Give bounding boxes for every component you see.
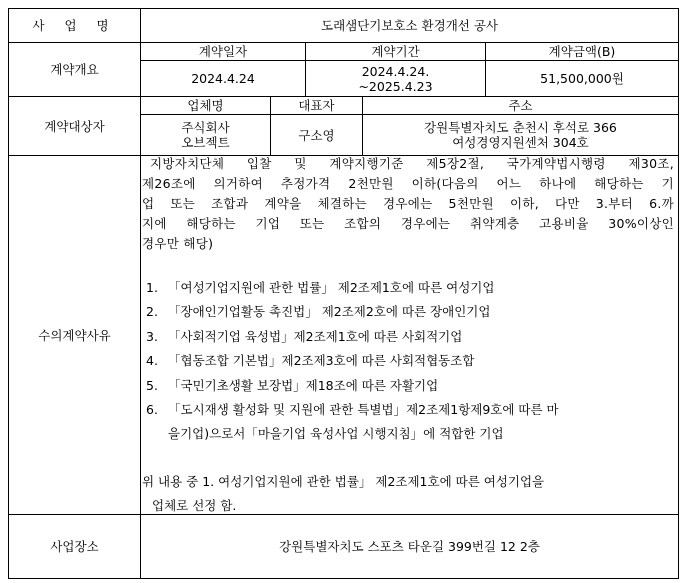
- company-name: [141, 115, 270, 155]
- item-number: 4.: [146, 353, 158, 369]
- location-label: 사업장소: [50, 539, 99, 554]
- item-number: 2.: [146, 304, 158, 320]
- list-item: [146, 374, 674, 398]
- intro-line: 지방자치단체 입찰 및 계약지행기준 제5장2절, 국가계약법시행령 제30조,: [150, 156, 674, 171]
- list-item: [146, 349, 674, 373]
- list-item: [146, 398, 674, 447]
- location-value: 강원특별자치도 스포츠 타운길 399번길 12 2층: [279, 539, 540, 554]
- company-name-line2: 오브젝트: [181, 135, 230, 150]
- intro-line: 업 또는 조합과 계약을 체결하는 경우에는 5천만원 이하, 다만 3.부터 6.까: [142, 196, 674, 211]
- address-header: 주소: [508, 98, 533, 113]
- period-start: 2024.4.24.: [361, 63, 430, 79]
- contract-amount-header: 계약금액(B): [548, 44, 616, 59]
- item-text: 「장애인기업활동 촉진법」 제2조제2호에 따른 장애인기업: [168, 304, 491, 320]
- contract-amount: 51,500,000원: [540, 71, 624, 86]
- project-label: 사 업 명: [32, 18, 117, 33]
- reason-content: [140, 156, 678, 512]
- company-header: 업체명: [187, 98, 224, 113]
- contract-date: 2024.4.24: [191, 71, 255, 86]
- item-text: 「국민기초생활 보장법」제18조에 따른 자활기업: [168, 377, 439, 393]
- selection-note: [142, 470, 674, 518]
- list-item: [146, 325, 674, 349]
- item-number: 3.: [146, 328, 158, 344]
- table-border-bottom: [8, 578, 679, 579]
- project-name: 도래샘단기보호소 환경개선 공사: [321, 18, 498, 33]
- item-text: 「협동조합 기본법」제2조제3호에 따른 사회적협동조합: [168, 353, 475, 369]
- eligible-business-list: [146, 276, 674, 447]
- reason-intro: [142, 154, 674, 254]
- intro-line: 지에 해당하는 기업 또는 조합의 경우에는 취약계층 고용비율 30%이상인: [142, 216, 674, 231]
- item-text-line1: 「도시재생 활성화 및 지원에 관한 특별법」제2조제1항제9호에 따른 마: [168, 401, 559, 417]
- representative-name: 구소영: [298, 127, 335, 143]
- note-line1: 위 내용 중 1. 여성기업지원에 관한 법률」 제2조제1호에 따른 여성기업을: [142, 474, 545, 489]
- reason-label: 수의계약사유: [38, 327, 111, 343]
- intro-line: 경우만 해당): [142, 236, 214, 251]
- note-line2: 업체로 선정 함.: [152, 498, 237, 513]
- contract-date-header: 계약일자: [198, 44, 248, 59]
- item-text: [168, 398, 674, 447]
- contract-label: 계약개요: [50, 62, 99, 77]
- item-text-line2: 을기업)으로서「마을기업 육성사업 시행지침」에 적합한 기업: [168, 426, 504, 442]
- item-number: 6.: [146, 401, 158, 417]
- period-end: ~2025.4.23: [358, 78, 433, 94]
- item-text: 「여성기업지원에 관한 법률」 제2조제1호에 따른 여성기업: [168, 280, 495, 295]
- intro-line: 제26조에 의거하여 추정가격 2천만원 이하(다음의 어느 하나에 해당하는 기: [142, 176, 674, 191]
- address-line2: 여성경영지원센처 304호: [452, 135, 589, 150]
- table-border-right: [678, 8, 679, 579]
- company-name-line1: 주식회사: [181, 120, 230, 135]
- item-number: 1.: [146, 280, 158, 295]
- address-line1: 강원특별자치도 춘천시 후석로 366: [424, 120, 617, 135]
- counterparty-label: 계약대상자: [44, 118, 105, 134]
- list-item: [146, 300, 674, 324]
- list-item: [146, 276, 674, 300]
- representative-header: 대표자: [298, 98, 335, 113]
- item-text: 「사회적기업 육성법」제2조제1호에 따른 사회적기업: [168, 328, 463, 344]
- item-number: 5.: [146, 377, 158, 393]
- contract-period-header: 계약기간: [371, 44, 420, 59]
- company-address: [363, 115, 678, 155]
- contract-period: [306, 61, 485, 96]
